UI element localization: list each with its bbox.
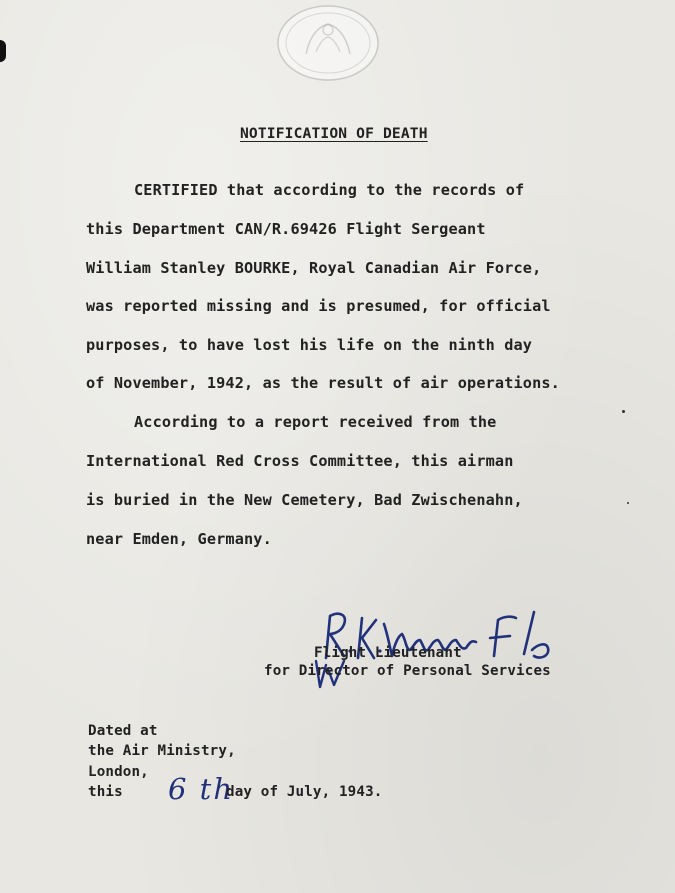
embossed-seal-icon (276, 4, 380, 82)
handwritten-signature (318, 568, 554, 628)
paragraph-1-line-6: of November, 1942, as the result of air operations. (86, 374, 560, 392)
paragraph-2-line-4: near Emden, Germany. (86, 530, 272, 548)
ink-speck (627, 502, 629, 504)
signatory-rank: Flight Lieutenant (314, 645, 462, 661)
dated-line-3: London, (88, 764, 149, 780)
dated-line-2: the Air Ministry, (88, 743, 236, 759)
signatory-title: for Director of Personal Services (264, 663, 551, 679)
dated-line-4-prefix: this (88, 784, 123, 800)
paragraph-1-line-2: this Department CAN/R.69426 Flight Sergeant (86, 220, 486, 238)
punch-hole (0, 40, 6, 62)
document-title: NOTIFICATION OF DEATH (240, 125, 428, 142)
paragraph-1-line-5: purposes, to have lost his life on the ninth day (86, 336, 533, 354)
dated-line-4-suffix: day of July, 1943. (226, 784, 383, 800)
paragraph-1-line-4: was reported missing and is presumed, for official (86, 297, 551, 315)
paragraph-1-line-1: CERTIFIED that according to the records of (134, 181, 525, 199)
paragraph-2-line-3: is buried in the New Cemetery, Bad Zwischenahn, (86, 491, 523, 509)
dated-line-1: Dated at (88, 723, 158, 739)
paragraph-1-line-3: William Stanley BOURKE, Royal Canadian Air Force, (86, 259, 542, 277)
paragraph-2-line-1: According to a report received from the (134, 413, 497, 431)
paragraph-2-line-2: International Red Cross Committee, this airman (86, 452, 514, 470)
handwritten-day: 6 th (168, 772, 234, 806)
ink-speck (622, 410, 625, 413)
